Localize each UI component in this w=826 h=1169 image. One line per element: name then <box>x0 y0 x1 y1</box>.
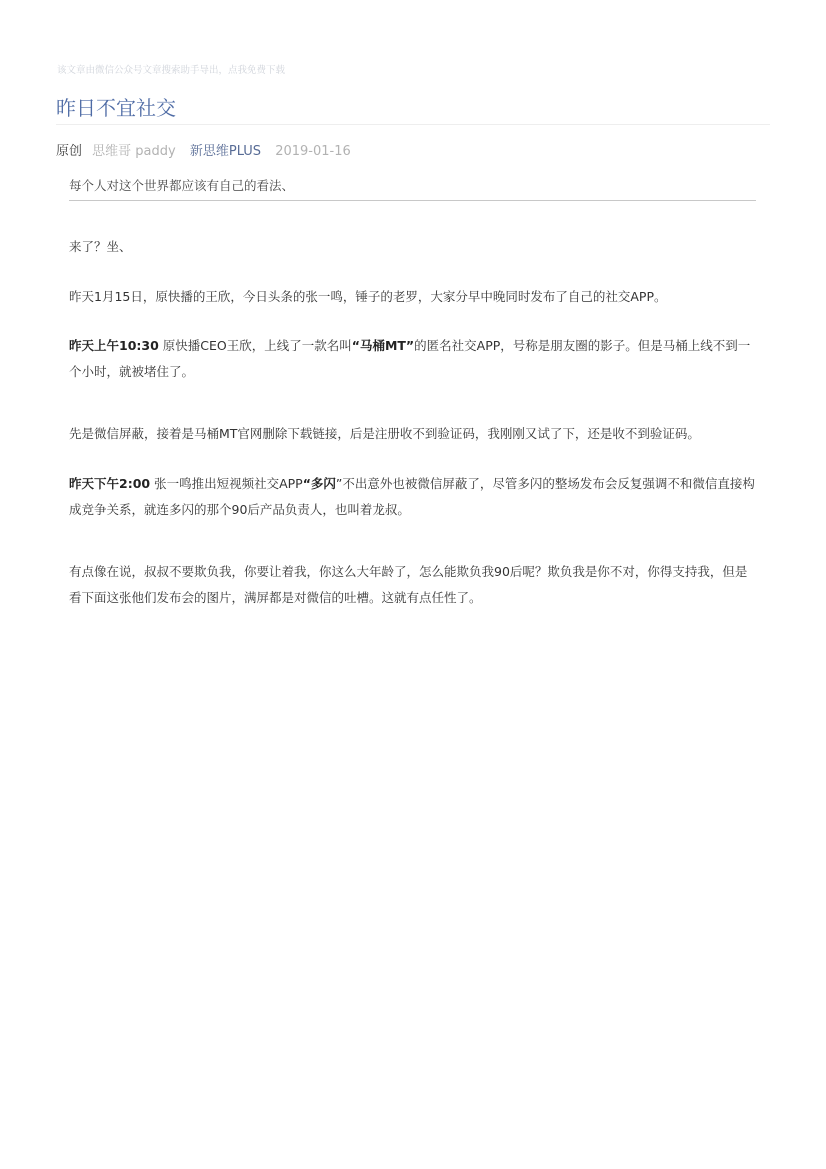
publish-date: 2019-01-16 <box>275 144 351 159</box>
paragraph-mt-text-2: 的匿名社交APP，号称是朋友圈的影子。但是马桶上线不到一个小时，就被堵住了。 <box>69 338 751 379</box>
account-link[interactable]: 新思维PLUS <box>189 144 262 159</box>
author-name: 思维哥 paddy <box>92 144 176 159</box>
paragraph-duoshan-highlight: “多闪 <box>302 476 336 491</box>
paragraph-mt-text-1: 原快播CEO王欣，上线了一款名叫 <box>158 338 352 353</box>
paragraph-duoshan <box>69 471 756 523</box>
summary-divider <box>69 200 756 201</box>
paragraph-duoshan-text-2: ”不出意外也被微信屏蔽了，尽管多闪的整场发布会反复强调不和微信直接构成竞争关系，就连多闪的那个90后产品负责人，也叫着龙叔。 <box>69 476 755 517</box>
paragraph-mt-lead: 昨天上午10:30 <box>69 338 159 353</box>
paragraph-overview: 昨天1月15日，原快播的王欣，今日头条的张一鸣，锤子的老罗，大家分早中晚同时发布了自己的社交APP。 <box>69 289 667 304</box>
paragraph-comment: 有点像在说，叔叔不要欺负我，你要让着我，你这么大年龄了，怎么能欺负我90后呢？欺负我是你不对，你得支持我，但是看下面这张他们发布会的图片，满屏都是对微信的吐槽。这就有点任性了。 <box>69 564 748 605</box>
paragraph-blocked: 先是微信屏蔽，接着是马桶MT官网删除下载链接，后是注册收不到验证码，我刚刚又试了下，还是收不到验证码。 <box>69 426 700 441</box>
paragraph-duoshan-text-1: 张一鸣推出短视频社交APP <box>150 476 303 491</box>
paragraph-mt <box>69 333 756 385</box>
export-notice-link[interactable]: 该文章由微信公众号文章搜索助手导出，点我免费下载 <box>57 65 286 76</box>
original-badge: 原创 <box>56 144 83 159</box>
title-divider <box>56 124 770 125</box>
article-title: 昨日不宜社交 <box>56 96 176 120</box>
article-meta <box>56 140 361 159</box>
paragraph-intro: 来了？坐、 <box>69 239 132 254</box>
paragraph-duoshan-lead: 昨天下午2:00 <box>69 476 151 491</box>
article-summary: 每个人对这个世界都应该有自己的看法、 <box>69 178 295 193</box>
paragraph-mt-highlight: “马桶MT” <box>351 338 415 353</box>
